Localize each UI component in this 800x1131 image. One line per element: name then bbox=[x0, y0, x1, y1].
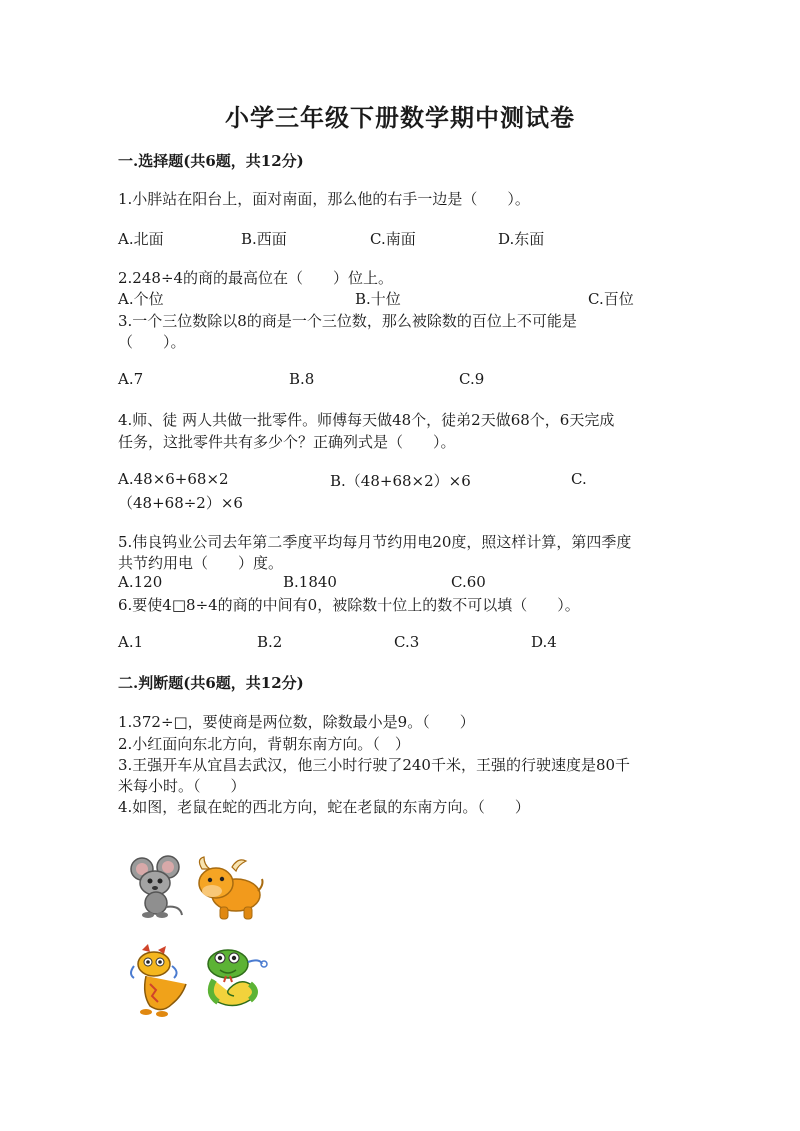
question-3-line-2: （ ）。 bbox=[118, 333, 186, 351]
question-3-line-1: 3.一个三位数除以8的商是一个三位数，那么被除数的百位上不可能是 bbox=[118, 312, 577, 330]
q4-option-c-text: （48+68÷2）×6 bbox=[118, 494, 243, 512]
q4-option-a: A.48×6+68×2 bbox=[118, 470, 229, 488]
section-judge-heading: 二.判断题(共6题，共12分) bbox=[118, 674, 304, 692]
question-6: 6.要使4□8÷4的商的中间有0，被除数十位上的数不可以填（ ）。 bbox=[118, 596, 580, 614]
q5-option-c: C.60 bbox=[451, 573, 486, 591]
question-4-line-2: 任务，这批零件共有多少个？正确列式是（ ）。 bbox=[118, 433, 456, 451]
question-5-line-1: 5.伟良钨业公司去年第二季度平均每月节约用电20度，照这样计算，第四季度 bbox=[118, 533, 632, 551]
page-title: 小学三年级下册数学期中测试卷 bbox=[225, 103, 575, 132]
q4-option-b: B.（48+68×2）×6 bbox=[330, 472, 471, 490]
question-4-line-1: 4.师、徒 两人共做一批零件。师傅每天做48个，徒弟2天做68个，6天完成 bbox=[118, 411, 615, 429]
q3-option-c: C.9 bbox=[459, 370, 485, 388]
q6-option-b: B.2 bbox=[257, 633, 283, 651]
question-2: 2.248÷4的商的最高位在（ ）位上。 bbox=[118, 269, 394, 287]
section-choice-heading: 一.选择题(共6题，共12分) bbox=[118, 152, 304, 170]
q3-option-a: A.7 bbox=[118, 370, 144, 388]
q3-option-b: B.8 bbox=[289, 370, 315, 388]
q2-option-a: A.个位 bbox=[118, 290, 164, 308]
question-1: 1.小胖站在阳台上，面对南面，那么他的右手一边是（ ）。 bbox=[118, 190, 530, 208]
q1-option-d: D.东面 bbox=[498, 230, 545, 248]
q2-option-b: B.十位 bbox=[355, 290, 401, 308]
q4-option-c-label: C. bbox=[571, 470, 587, 488]
judge-question-2: 2.小红面向东北方向，背朝东南方向。（ ） bbox=[118, 735, 410, 753]
q1-option-b: B.西面 bbox=[241, 230, 287, 248]
judge-question-3-line-1: 3.王强开车从宜昌去武汉，他三小时行驶了240千米，王强的行驶速度是80千 bbox=[118, 756, 631, 774]
dragon-icon bbox=[128, 944, 190, 1018]
q6-option-a: A.1 bbox=[118, 633, 144, 651]
q6-option-c: C.3 bbox=[394, 633, 420, 651]
judge-question-4: 4.如图，老鼠在蛇的西北方向，蛇在老鼠的东南方向。（ ） bbox=[118, 798, 530, 816]
q1-option-c: C.南面 bbox=[370, 230, 416, 248]
snake-icon bbox=[200, 944, 272, 1014]
question-5-line-2: 共节约用电（ ）度。 bbox=[118, 554, 284, 572]
judge-question-1: 1.372÷□，要使商是两位数，除数最小是9。（ ） bbox=[118, 713, 475, 731]
judge-question-3-line-2: 米每小时。（ ） bbox=[118, 777, 246, 795]
q5-option-b: B.1840 bbox=[283, 573, 337, 591]
q6-option-d: D.4 bbox=[531, 633, 557, 651]
q1-option-a: A.北面 bbox=[118, 230, 164, 248]
ox-icon bbox=[192, 855, 264, 923]
mouse-icon bbox=[128, 855, 188, 920]
q5-option-a: A.120 bbox=[118, 573, 163, 591]
q2-option-c: C.百位 bbox=[588, 290, 634, 308]
